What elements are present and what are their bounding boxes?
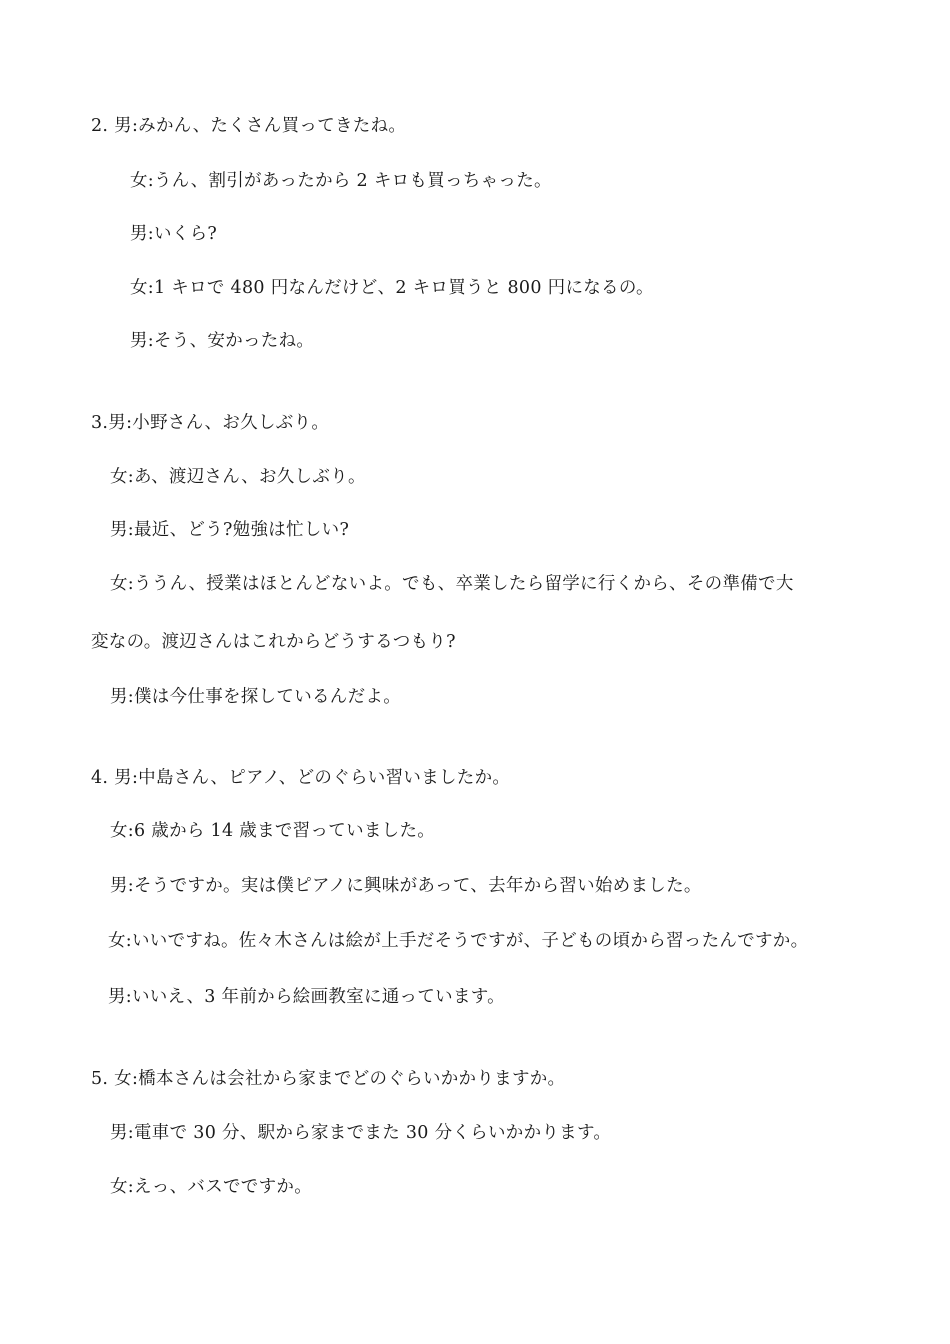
dialogue-line: 変なの。渡辺さんはこれからどうするつもり? xyxy=(91,632,456,652)
dialogue-line: 女:1 キロで 480 円なんだけど、2 キロ買うと 800 円になるの。 xyxy=(130,278,654,298)
dialogue-line: 5. 女:橋本さんは会社から家までどのぐらいかかりますか。 xyxy=(91,1069,566,1089)
dialogue-line: 女:いいですね。佐々木さんは絵が上手だそうですが、子どもの頃から習ったんですか。 xyxy=(108,931,809,951)
dialogue-line: 男:そうですか。実は僕ピアノに興味があって、去年から習い始めました。 xyxy=(110,876,702,896)
dialogue-line: 男:最近、どう?勉強は忙しい? xyxy=(110,520,350,540)
dialogue-line: 女:あ、渡辺さん、お久しぶり。 xyxy=(110,467,366,487)
dialogue-line: 2. 男:みかん、たくさん買ってきたね。 xyxy=(91,116,407,136)
dialogue-line: 男:そう、安かったね。 xyxy=(130,331,315,351)
dialogue-line: 女:6 歳から 14 歳まで習っていました。 xyxy=(110,821,436,841)
dialogue-line: 男:僕は今仕事を探しているんだよ。 xyxy=(110,687,401,707)
dialogue-line: 男:いくら? xyxy=(130,224,218,244)
dialogue-line: 女:えっ、バスでですか。 xyxy=(110,1177,312,1197)
dialogue-line: 女:うん、割引があったから 2 キロも買っちゃった。 xyxy=(130,171,552,191)
dialogue-line: 3.男:小野さん、お久しぶり。 xyxy=(91,413,330,433)
dialogue-line: 男:電車で 30 分、駅から家までまた 30 分くらいかかります。 xyxy=(110,1123,612,1143)
dialogue-line: 4. 男:中島さん、ピアノ、どのぐらい習いましたか。 xyxy=(91,768,511,788)
dialogue-line: 女:ううん、授業はほとんどないよ。でも、卒業したら留学に行くから、その準備で大 xyxy=(110,574,794,594)
dialogue-line: 男:いいえ、3 年前から絵画教室に通っています。 xyxy=(108,987,505,1007)
